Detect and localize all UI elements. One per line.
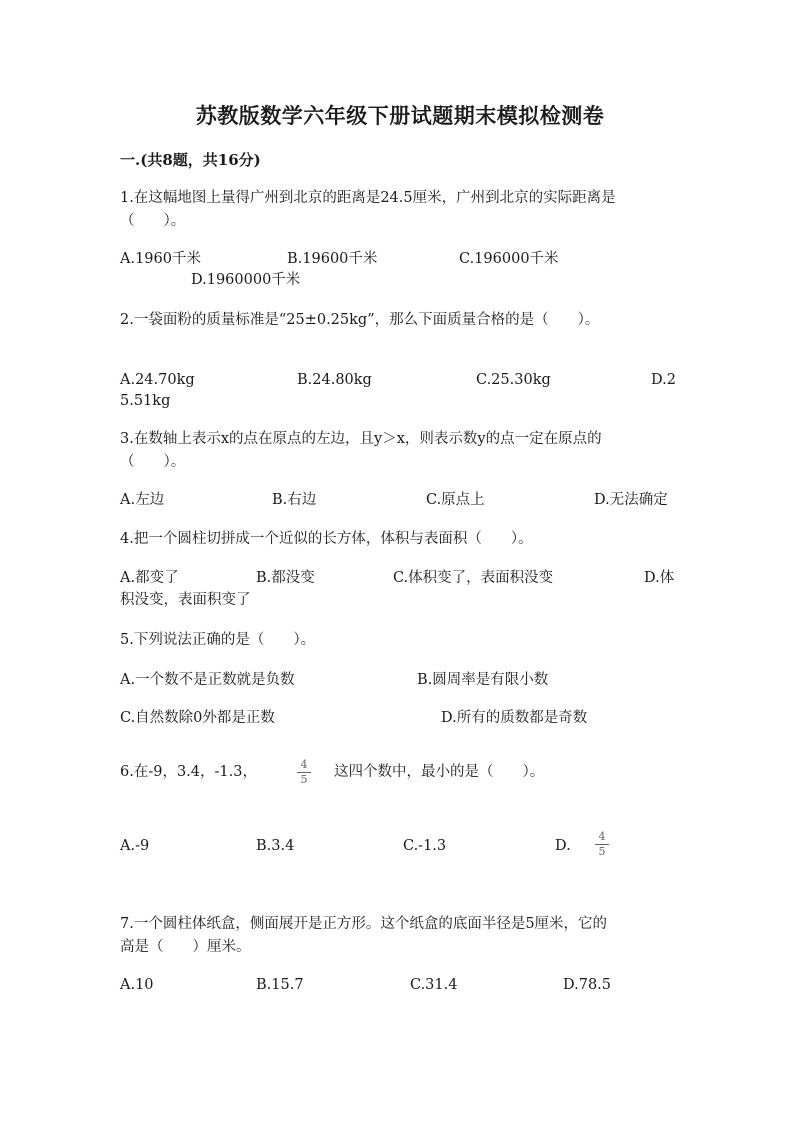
question-7-option-b: B.15.7 [256, 977, 304, 993]
question-5-option-a: A.一个数不是正数就是负数 [120, 672, 295, 688]
question-6-stem-part-1: 6.在-9，3.4，-1.3， [120, 764, 257, 780]
question-4-option-d: D.体 [644, 570, 675, 586]
question-7-stem-line-2: 高是（ ）厘米。 [120, 939, 251, 955]
fraction-numerator: 4 [300, 758, 308, 771]
question-7-option-d: D.78.5 [563, 977, 612, 993]
question-1-stem-line-1: 1.在这幅地图上量得广州到北京的距离是24.5厘米，广州到北京的实际距离是 [120, 190, 616, 206]
fraction-numerator: 4 [598, 830, 606, 843]
question-2-option-c: C.25.30kg [476, 372, 551, 388]
question-2-option-b: B.24.80kg [297, 372, 372, 388]
question-3-stem-line-2: （ ）。 [120, 454, 186, 470]
fraction-denominator: 5 [598, 845, 606, 858]
question-6-option-b: B.3.4 [256, 838, 295, 854]
question-7-stem-line-1: 7.一个圆柱体纸盒，侧面展开是正方形。这个纸盒的底面半径是5厘米，它的 [120, 916, 608, 932]
section-heading: 一.(共8题，共16分) [120, 151, 261, 169]
question-7-option-a: A.10 [120, 977, 154, 993]
question-2-option-d-continued: 5.51kg [120, 393, 171, 409]
question-3-option-a: A.左边 [120, 492, 165, 508]
question-4-option-a: A.都变了 [120, 570, 179, 586]
question-1-option-c: C.196000千米 [459, 251, 559, 267]
question-6-fraction [297, 759, 311, 786]
question-4-stem-line-1: 4.把一个圆柱切拼成一个近似的长方体，体积与表面积（ ）。 [120, 531, 533, 547]
question-3-option-b: B.右边 [272, 492, 317, 508]
question-3-option-d: D.无法确定 [594, 492, 668, 508]
question-5-stem-line-1: 5.下列说法正确的是（ ）。 [120, 632, 316, 648]
question-1-option-b: B.19600千米 [287, 251, 378, 267]
question-3-stem-line-1: 3.在数轴上表示x的点在原点的左边，且y＞x，则表示数y的点一定在原点的 [120, 431, 602, 447]
question-5-option-c: C.自然数除0外都是正数 [120, 710, 275, 726]
question-5-option-d: D.所有的质数都是奇数 [441, 710, 588, 726]
question-2-option-d: D.2 [651, 372, 676, 388]
question-6-option-a: A.-9 [120, 838, 150, 854]
question-6-stem-part-2: 这四个数中，最小的是（ ）。 [334, 764, 545, 780]
question-6-option-c: C.-1.3 [403, 838, 447, 854]
question-5-option-b: B.圆周率是有限小数 [417, 672, 549, 688]
question-6-option-d-fraction [595, 831, 609, 858]
question-1-option-d: D.1960000千米 [191, 272, 301, 288]
question-2-stem-line-1: 2.一袋面粉的质量标准是“25±0.25kg”，那么下面质量合格的是（ ）。 [120, 312, 600, 328]
question-7-option-c: C.31.4 [410, 977, 458, 993]
page-title: 苏教版数学六年级下册试题期末模拟检测卷 [195, 103, 605, 128]
question-3-option-c: C.原点上 [426, 492, 485, 508]
question-1-stem-line-2: （ ）。 [120, 213, 186, 229]
question-4-option-b: B.都没变 [256, 570, 315, 586]
fraction-denominator: 5 [300, 773, 308, 786]
question-1-option-a: A.1960千米 [120, 251, 201, 267]
question-4-option-c: C.体积变了，表面积没变 [393, 570, 554, 586]
question-2-option-a: A.24.70kg [120, 372, 195, 388]
question-6-option-d: D. [555, 838, 571, 854]
question-4-option-d-continued: 积没变，表面积变了 [120, 592, 251, 608]
